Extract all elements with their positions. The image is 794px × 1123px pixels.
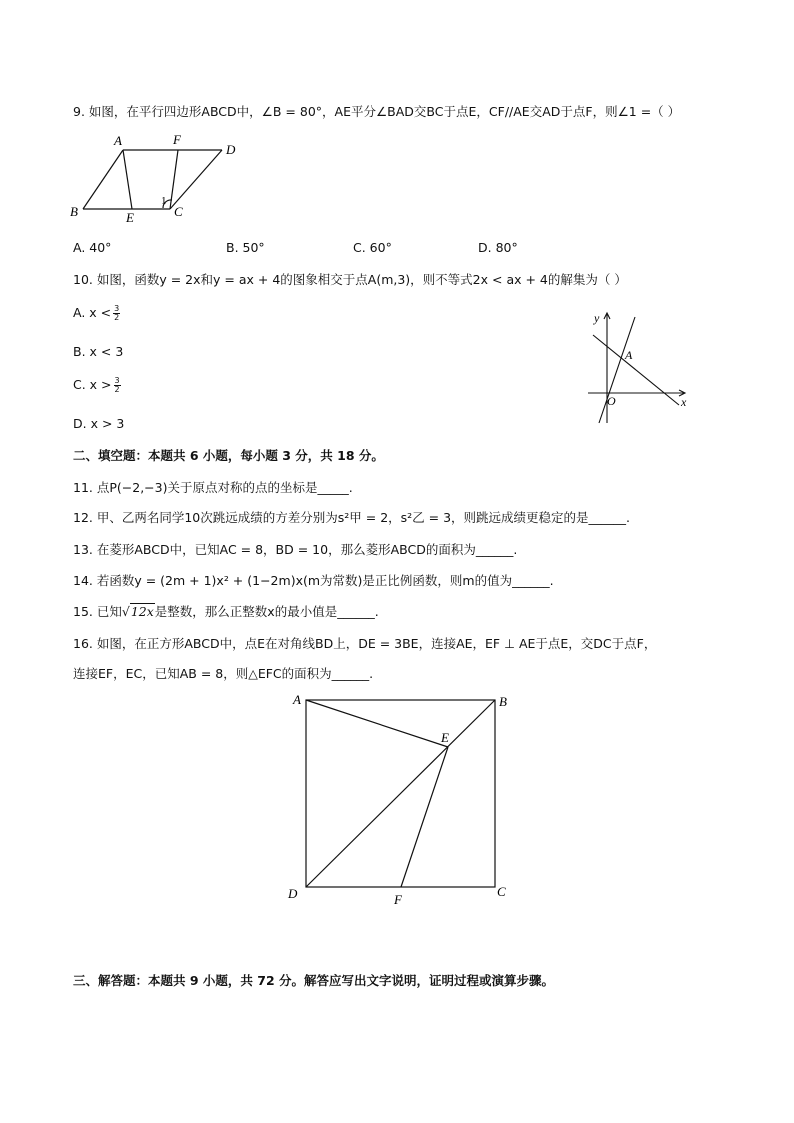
question-14-text: 14. 若函数y = (2m + 1)x² + (1−2m)x(m为常数)是正比例函数，则m的值为______. — [73, 573, 554, 588]
q9-option-d: D. 80° — [478, 240, 518, 255]
segment-ae — [306, 700, 448, 747]
question-13-text: 13. 在菱形ABCD中，已知AC = 8，BD = 10，那么菱形ABCD的面积为______. — [73, 542, 518, 557]
label-point-a: A — [625, 348, 633, 362]
label-origin: O — [607, 394, 616, 408]
label-f: F — [394, 892, 402, 907]
question-9-text: 9. 如图，在平行四边形ABCD中，∠B = 80°，AE平分∠BAD交BC于点E，CF//AE交AD于点F，则∠1 =（ ） — [73, 104, 681, 119]
q15-radicand: 12x — [130, 604, 154, 619]
q9-option-c: C. 60° — [353, 240, 392, 255]
label-b: B — [499, 694, 507, 709]
question-16-line-1: 16. 如图，在正方形ABCD中，点E在对角线BD上，DE = 3BE，连接AE，EF ⊥ AE于点E，交DC于点F， — [73, 636, 657, 651]
label-f: F — [173, 132, 181, 147]
label-e: E — [126, 210, 134, 225]
sqrt-symbol: √ — [121, 604, 130, 619]
fraction: $\frac{3}{2}$ — [114, 376, 120, 394]
parallelogram-figure — [66, 128, 256, 228]
label-angle-1: 1 — [161, 195, 167, 207]
line-y-ax-plus-4 — [593, 335, 679, 405]
q10-option-c-text: C. x > — [73, 377, 112, 392]
question-16-line-2: 连接EF，EC，已知AB = 8，则△EFC的面积为______. — [73, 666, 374, 681]
section-3-heading: 三、解答题：本题共 9 小题，共 72 分。解答应写出文字说明，证明过程或演算步骤。 — [73, 973, 555, 988]
label-d: D — [226, 142, 236, 157]
segment-cd — [170, 150, 222, 209]
q15-suffix: 是整数，那么正整数x的最小值是______. — [154, 604, 379, 619]
q10-option-a-text: A. x < — [73, 305, 112, 320]
label-a: A — [293, 692, 301, 707]
q15-prefix: 15. 已知 — [73, 604, 122, 619]
label-a: A — [114, 133, 122, 148]
label-x: x — [681, 395, 687, 409]
segment-ef — [401, 747, 448, 887]
line-y-2x — [599, 317, 635, 423]
label-d: D — [288, 886, 298, 901]
q10-option-c — [73, 377, 121, 394]
section-2-heading: 二、填空题：本题共 6 小题，每小题 3 分，共 18 分。 — [73, 448, 384, 463]
q10-option-b: B. x < 3 — [73, 344, 124, 359]
q10-option-d: D. x > 3 — [73, 416, 125, 431]
square-figure — [283, 688, 523, 913]
q9-option-a: A. 40° — [73, 240, 112, 255]
question-15-text — [73, 604, 379, 620]
segment-ae — [123, 150, 132, 209]
segment-ab — [83, 150, 123, 209]
label-e: E — [441, 730, 449, 745]
q10-option-a — [73, 305, 120, 322]
label-c: C — [497, 884, 506, 899]
label-y: y — [594, 311, 600, 325]
label-b: B — [70, 204, 78, 219]
question-11-text: 11. 点P(−2,−3)关于原点对称的点的坐标是_____. — [73, 480, 353, 495]
question-12-text: 12. 甲、乙两名同学10次跳远成绩的方差分别为s²甲 = 2，s²乙 = 3，则跳远成绩更稳定的是______. — [73, 510, 631, 525]
fraction: $\frac{3}{2}$ — [114, 304, 120, 322]
question-10-text: 10. 如图，函数y = 2x和y = ax + 4的图象相交于点A(m,3)，则不等式2x < ax + 4的解集为（ ） — [73, 272, 627, 287]
q9-option-b: B. 50° — [226, 240, 265, 255]
diagonal-bd — [306, 700, 495, 887]
label-c: C — [174, 204, 183, 219]
linear-functions-graph — [583, 305, 698, 430]
